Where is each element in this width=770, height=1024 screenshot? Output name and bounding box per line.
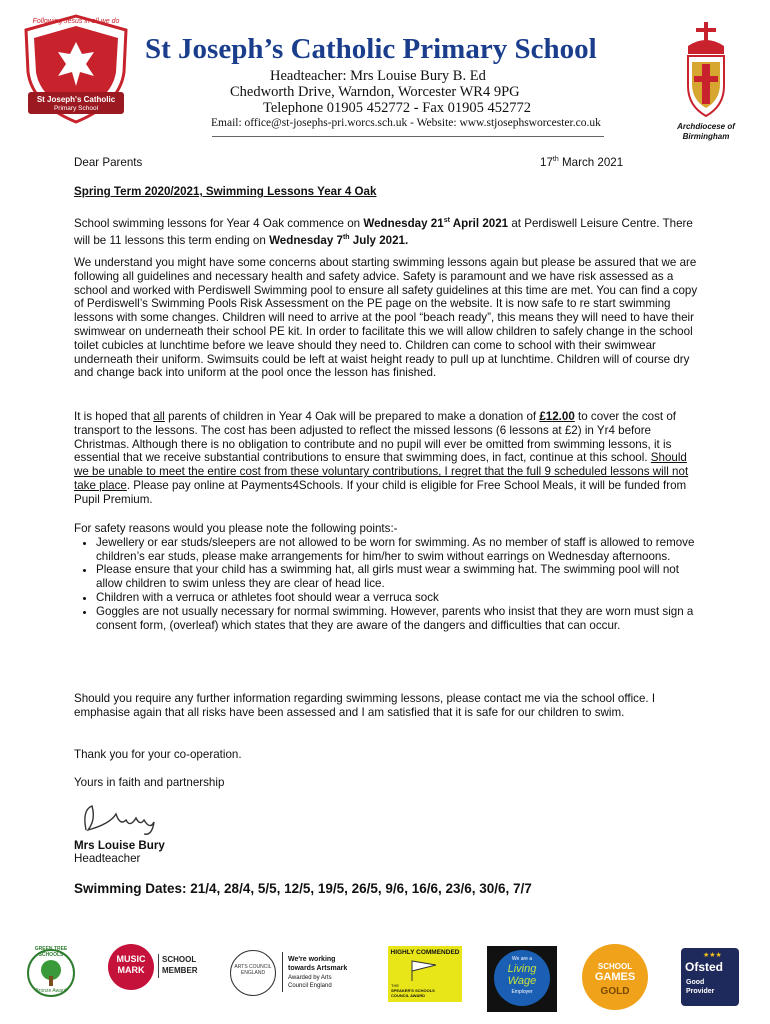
p1-start-date: Wednesday 21 [363, 216, 444, 230]
signer-title: Headteacher [74, 852, 141, 865]
archdiocese-crest [680, 20, 732, 120]
living-wage-logo [487, 946, 557, 1012]
school-crest [20, 12, 132, 126]
swimming-dates: Swimming Dates: 21/4, 28/4, 5/5, 12/5, 19/5, 26/5, 9/6, 16/6, 23/6, 30/6, 7/7 [74, 881, 532, 896]
letter-date [540, 156, 623, 169]
list-item: • Children with a verruca or athletes foot should wear a verruca sock [96, 591, 698, 605]
ofsted-logo [681, 948, 739, 1006]
music-divider [158, 954, 159, 978]
closing-line: Yours in faith and partnership [74, 776, 225, 789]
list-item: • Please ensure that your child has a swimming hat, all girls must wear a swimming hat. The swimming pool will not allow children to swim unless they are clear of head lice. [96, 563, 698, 591]
p3-text-b: parents of children in Year 4 Oak will be prepared to make a donation of [164, 410, 540, 423]
p1-start-date-end: April 2021 [449, 216, 509, 230]
salutation: Dear Parents [74, 156, 143, 169]
p3-text-d: . Please pay online at Payments4Schools. If your child is eligible for Free School Meals, it will be funded from Pupil Premium. [74, 478, 687, 506]
p1-text-a: School swimming lessons for Year 4 Oak commence on [74, 216, 364, 230]
paragraph-further-info: Should you require any further information regarding swimming lessons, please contact me via the school office. I emphasise again that all risks have been assessed and I am satisfied that it is safe for our children to swim. [74, 692, 656, 719]
crest-motto: Following Jesus in all we do [32, 18, 120, 25]
ofsted-text-2: Good [686, 979, 705, 986]
living-wage-text-1: We are a [511, 956, 533, 962]
paragraph-donation [74, 410, 698, 507]
p1-end-date: Wednesday 7 [269, 233, 343, 247]
green-tree-text: GREEN TREE SCHOOLS [34, 946, 68, 958]
music-mark-text: MUSIC MARK [116, 954, 146, 975]
address-line: Chedworth Drive, Warndon, Worcester WR4 9PG [230, 84, 520, 100]
school-games-text-1: SCHOOL [597, 962, 633, 971]
archdiocese-caption [674, 122, 738, 142]
p3-text-c: to cover the cost of transport to the lessons. The cost has been adjusted to reflect the missed lessons (6 lessons at £2) in Yr4 before Christmas. Although there is no obligation to contribute and no pupil will ever be omitted from swimming lessons, it is essential that we receive substantial contributions to ensure that swimming does, in fact, continue at this school. [74, 410, 676, 465]
list-item: • Jewellery or ear studs/sleepers are not allowed to be worn for swimming. As no member of staff is allowed to remove children’s ear studs, please make arrangements for him/her to swim without earrings on Wednesday afternoons. [96, 536, 698, 564]
letter-subject: Spring Term 2020/2021, Swimming Lessons Year 4 Oak [74, 185, 377, 198]
ofsted-text-3: Provider [686, 988, 715, 995]
arts-line-2: towards Artsmark [288, 965, 348, 972]
date-rest: March 2021 [558, 156, 624, 169]
arts-line-3: Awarded by Arts [288, 975, 332, 981]
living-wage-text-4: Employer [511, 989, 533, 995]
headteacher-line: Headteacher: Mrs Louise Bury B. Ed [270, 68, 486, 84]
speakers-flag-icon [408, 959, 442, 983]
school-name: St Joseph’s Catholic Primary School [145, 33, 597, 65]
music-member-2: MEMBER [162, 966, 198, 975]
p3-text-a: It is hoped that [74, 410, 154, 423]
points-list [74, 536, 698, 633]
safety-points [74, 522, 698, 632]
music-member-1: SCHOOL [162, 955, 197, 964]
music-mark-logo [108, 944, 204, 990]
contact-line: Email: office@st-josephs-pri.worcs.sch.uk - Website: www.stjosephsworcester.co.uk [211, 117, 601, 129]
green-tree-sub: Bronze Award [35, 988, 67, 994]
p1-end-date-sup: th [342, 233, 350, 241]
list-item: • Goggles are not usually necessary for normal swimming. However, parents who insist that they are worn must sign a consent form, (overleaf) which states that they are aware of the dangers and difficulties that can occur. [96, 605, 698, 633]
signature [80, 800, 170, 838]
points-intro: For safety reasons would you please note the following points:- [74, 522, 398, 535]
green-tree-logo [26, 948, 76, 998]
header-rule [212, 136, 604, 137]
p1-text-c: at Perdiswell Leisure Centre. There will be 11 lessons this term ending on [74, 216, 693, 247]
speakers-title: HIGHLY COMMENDED [390, 949, 460, 956]
school-games-text-3: GOLD [600, 986, 630, 997]
p1-start-date-sup: st [443, 217, 450, 224]
speakers-sub-2: SPEAKER'S SCHOOLS [391, 988, 435, 993]
thanks-line: Thank you for your co-operation. [74, 748, 242, 761]
archdiocese-line1: Archdiocese of [677, 122, 735, 131]
speakers-award-logo [388, 946, 462, 1002]
arts-line-4: Council England [288, 983, 332, 989]
donation-amount: £12.00 [539, 410, 575, 423]
archdiocese-line2: Birmingham [682, 132, 730, 141]
arts-divider [282, 952, 283, 992]
artsmark-logo [230, 944, 354, 1002]
ofsted-text-1: Ofsted [685, 960, 724, 974]
paragraph-start-date [74, 214, 698, 247]
ofsted-stars-icon: ★★★ [703, 952, 722, 959]
living-wage-text-2: Living [507, 963, 537, 975]
date-day: 17 [540, 156, 553, 169]
living-wage-text-3: Wage [507, 975, 537, 987]
arts-council-circle-text: ARTS COUNCIL ENGLAND [234, 964, 272, 976]
signer-name: Mrs Louise Bury [74, 839, 165, 852]
p3-warning: Should we be unable to meet the entire cost from these voluntary contributions, I regret that the full 9 scheduled lessons will not take place [74, 451, 689, 492]
arts-line-1: We're working [288, 956, 336, 963]
paragraph-safety: We understand you might have some concerns about starting swimming lessons again but please be assured that we are following all guidelines and necessary health and safety advice. Safety is paramount and we have risk assessed as a school and worked with Perdiswell Swimming pool to ensure all safety guidelines at this time are met. You can find a copy of Perdiswell’s Swimming Pools Risk Assessment on the PE page on the website. It is now safe to re start swimming lessons with some changes. Children will need to arrive at the pool “beach ready”, this means they will need to have their swimwear on underneath their school PE kit. In order to facilitate this we will allow children to safely change in the school toilet cubicles at lunchtime before we leave should they need to. Children can come to school with their swimwear underneath their uniform. Swimsuits could be left at waist height ready to pull up at lunchtime. Children will of course dry and change back into uniform at the pool once the lesson has finished. [74, 256, 698, 380]
p1-end-date-end: July 2021. [349, 233, 409, 247]
speakers-sub-3: COUNCIL AWARD [391, 993, 425, 998]
crest-banner-line2: Primary School [53, 105, 99, 112]
school-games-text-2: GAMES [594, 971, 636, 983]
p3-all: all [153, 410, 165, 423]
crest-banner-line1: St Joseph's Catholic [36, 95, 116, 104]
school-games-logo [576, 944, 658, 1010]
date-suffix: th [552, 156, 559, 164]
telephone-line: Telephone 01905 452772 - Fax 01905 452772 [263, 100, 532, 116]
speakers-sub-1: THE [391, 983, 399, 988]
